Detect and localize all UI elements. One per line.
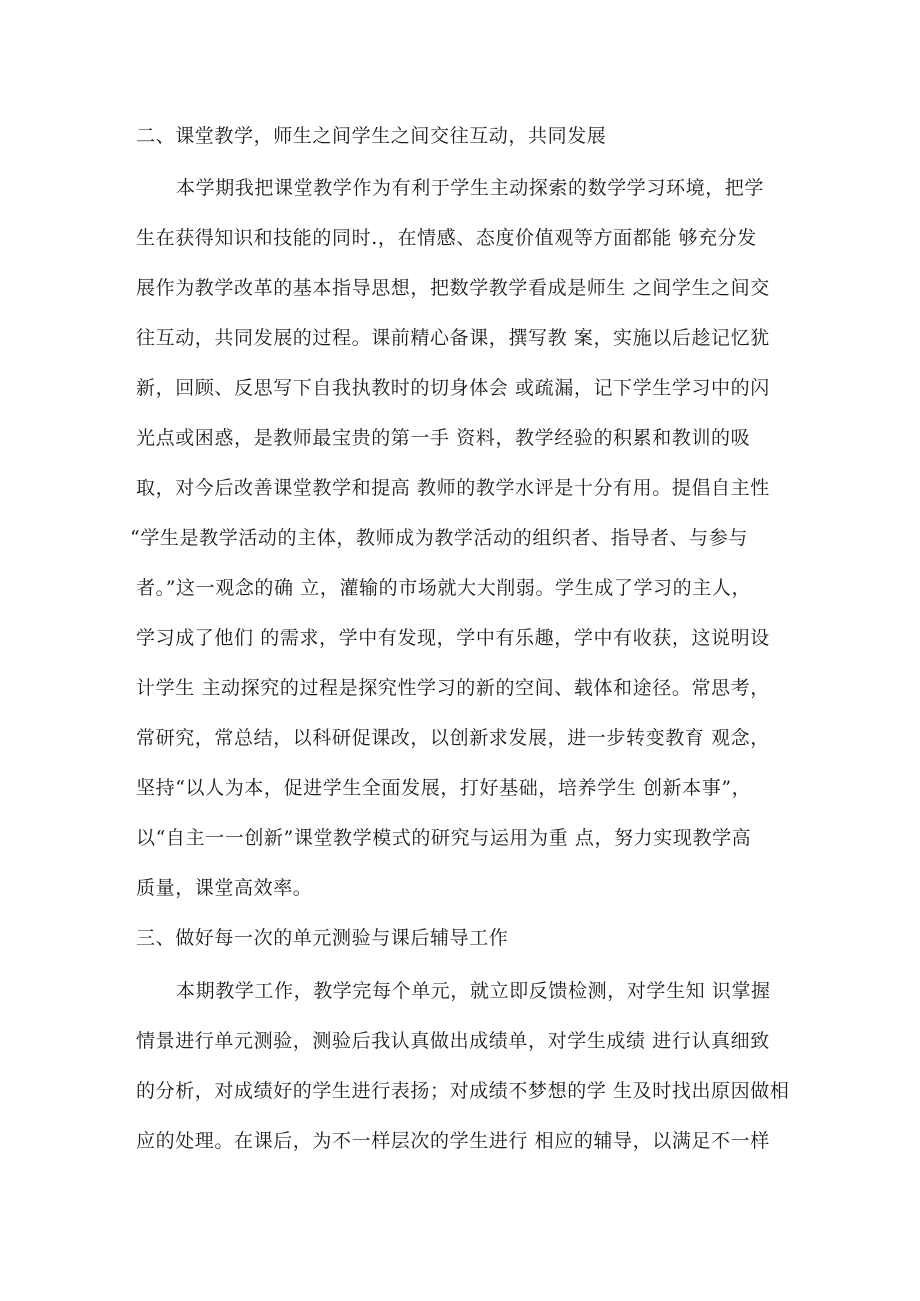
- paragraph-line: 学习成了他们 的需求，学中有发现，学中有乐趣，学中有收获，这说明设: [136, 627, 770, 649]
- paragraph-line: 应的处理。在课后，为不一样层次的学生进行 相应的辅导，以满足不一样: [136, 1130, 770, 1152]
- paragraph-line: 的分析，对成绩好的学生进行表扬；对成绩不梦想的学 生及时找出原因做相: [136, 1080, 790, 1102]
- paragraph-line: 本学期我把课堂教学作为有利于学生主动探索的数学学习环境，把学: [176, 177, 765, 199]
- paragraph-line: 情景进行单元测验，测验后我认真做出成绩单，对学生成绩 进行认真细致: [136, 1030, 770, 1052]
- paragraph-line: 者。”这一观念的确 立，灌输的市场就大大削弱。学生成了学习的主人，: [136, 577, 752, 599]
- paragraph-line: “学生是教学活动的主体，教师成为教学活动的组织者、指导者、与参与: [130, 527, 748, 549]
- paragraph-line: 本期教学工作，教学完每个单元，就立即反馈检测，对学生知 识掌握: [176, 980, 771, 1002]
- paragraph-line: 取，对今后改善课堂教学和提高 教师的教学水评是十分有用。提倡自主性: [136, 477, 770, 499]
- paragraph-line: 往互动，共同发展的过程。课前精心备课，撰写教 案，实施以后趁记忆犹: [136, 327, 770, 349]
- paragraph-line: 计学生 主动探究的过程是探究性学习的新的空间、载体和途径。常思考，: [136, 677, 770, 699]
- section-heading-3: 三、做好每一次的单元测验与课后辅导工作: [136, 927, 509, 949]
- paragraph-line: 坚持“以人为本，促进学生全面发展，打好基础，培养学生 创新本事”，: [136, 777, 752, 799]
- paragraph-line: 以“自主一一创新”课堂教学模式的研究与运用为重 点，努力实现教学高: [136, 827, 752, 849]
- paragraph-line: 质量，课堂高效率。: [136, 877, 313, 899]
- paragraph-line: 光点或困惑，是教师最宝贵的第一手 资料，教学经验的积累和教训的吸: [136, 427, 751, 449]
- paragraph-line: 常研究，常总结，以科研促课改，以创新求发展，进一步转变教育 观念，: [136, 727, 770, 749]
- paragraph-line: 展作为教学改革的基本指导思想，把数学教学看成是师生 之间学生之间交: [136, 277, 770, 299]
- section-heading-2: 二、课堂教学，师生之间学生之间交往互动，共同发展: [136, 125, 607, 147]
- paragraph-line: 生在获得知识和技能的同时.，在情感、态度价值观等方面都能 够充分发: [136, 227, 757, 249]
- paragraph-line: 新，回顾、反思写下自我执教时的切身体会 或疏漏，记下学生学习中的闪: [136, 377, 770, 399]
